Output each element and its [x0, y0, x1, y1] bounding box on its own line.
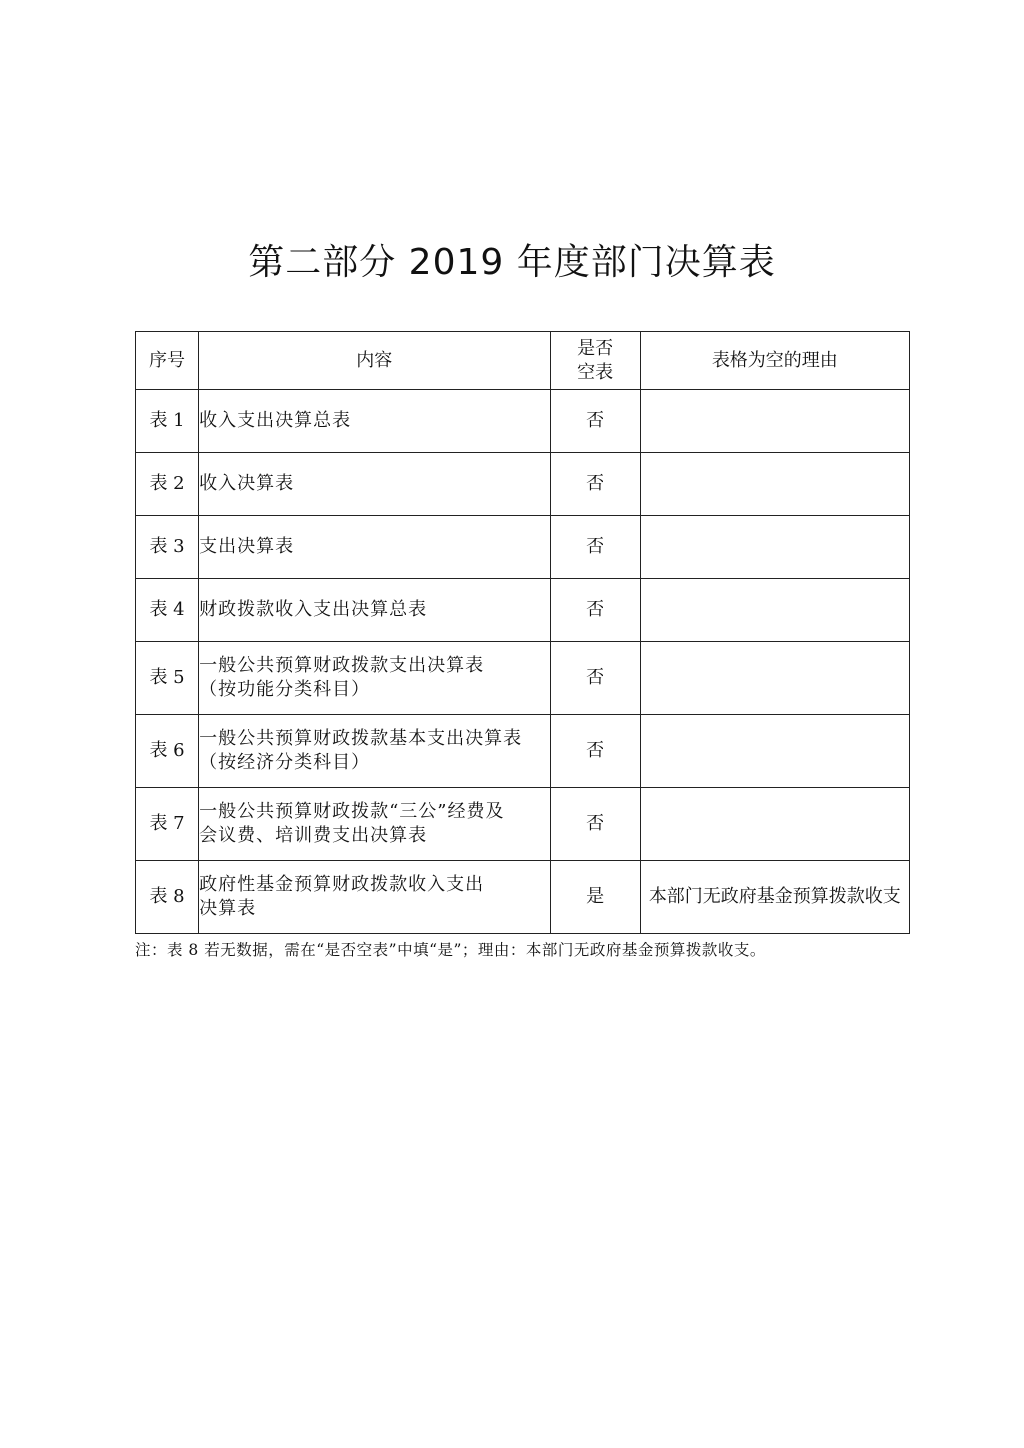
row-empty-flag: 是 — [550, 861, 640, 934]
row-reason — [640, 390, 909, 453]
row-content-line1: 一般公共预算财政拨款基本支出决算表 — [199, 728, 523, 749]
row-content — [199, 715, 550, 788]
row-seq: 表 3 — [136, 516, 199, 579]
row-content-line1: 财政拨款收入支出决算总表 — [199, 599, 428, 620]
table-row — [136, 453, 910, 516]
header-content: 内容 — [199, 332, 550, 390]
table-row — [136, 516, 910, 579]
row-content-line1: 一般公共预算财政拨款“三公”经费及 — [199, 801, 505, 822]
row-content-line1: 支出决算表 — [199, 536, 295, 557]
page-title: 第二部分 2019 年度部门决算表 — [248, 242, 776, 283]
row-content-line2: 会议费、培训费支出决算表 — [199, 825, 428, 846]
header-empty — [550, 332, 640, 390]
header-empty-line2: 空表 — [577, 361, 614, 383]
row-empty-flag: 否 — [550, 642, 640, 715]
row-seq: 表 4 — [136, 579, 199, 642]
footnote: 注：表 8 若无数据，需在“是否空表”中填“是”；理由：本部门无政府基金预算拨款收支。 — [135, 941, 766, 959]
row-seq: 表 2 — [136, 453, 199, 516]
row-content — [199, 861, 550, 934]
row-empty-flag: 否 — [550, 788, 640, 861]
row-content-line1: 收入支出决算总表 — [199, 410, 352, 431]
header-seq: 序号 — [136, 332, 199, 390]
row-empty-flag: 否 — [550, 579, 640, 642]
header-empty-line1: 是否 — [577, 337, 614, 359]
row-empty-flag: 否 — [550, 715, 640, 788]
table-row — [136, 861, 910, 934]
row-reason — [640, 642, 909, 715]
row-reason — [640, 516, 909, 579]
budget-tables-index — [135, 331, 910, 934]
row-seq: 表 1 — [136, 390, 199, 453]
row-content-line1: 收入决算表 — [199, 473, 295, 494]
row-seq: 表 6 — [136, 715, 199, 788]
row-empty-flag: 否 — [550, 390, 640, 453]
row-seq: 表 8 — [136, 861, 199, 934]
row-content — [199, 516, 550, 579]
row-empty-flag: 否 — [550, 516, 640, 579]
row-content-line2: 决算表 — [199, 898, 257, 919]
row-content — [199, 788, 550, 861]
row-content — [199, 579, 550, 642]
row-content — [199, 453, 550, 516]
row-seq: 表 5 — [136, 642, 199, 715]
table-row — [136, 390, 910, 453]
header-reason: 表格为空的理由 — [640, 332, 909, 390]
row-content-line2: （按经济分类科目） — [199, 752, 371, 773]
table-row — [136, 788, 910, 861]
row-reason — [640, 715, 909, 788]
table-row — [136, 715, 910, 788]
row-content-line2: （按功能分类科目） — [199, 679, 371, 700]
table-row — [136, 642, 910, 715]
row-seq: 表 7 — [136, 788, 199, 861]
row-reason: 本部门无政府基金预算拨款收支 — [640, 861, 909, 934]
row-content — [199, 642, 550, 715]
row-reason — [640, 788, 909, 861]
row-content-line1: 政府性基金预算财政拨款收入支出 — [199, 874, 485, 895]
row-reason — [640, 453, 909, 516]
row-empty-flag: 否 — [550, 453, 640, 516]
row-reason — [640, 579, 909, 642]
table-row — [136, 579, 910, 642]
row-content — [199, 390, 550, 453]
row-content-line1: 一般公共预算财政拨款支出决算表 — [199, 655, 485, 676]
table-header-row — [136, 332, 910, 390]
